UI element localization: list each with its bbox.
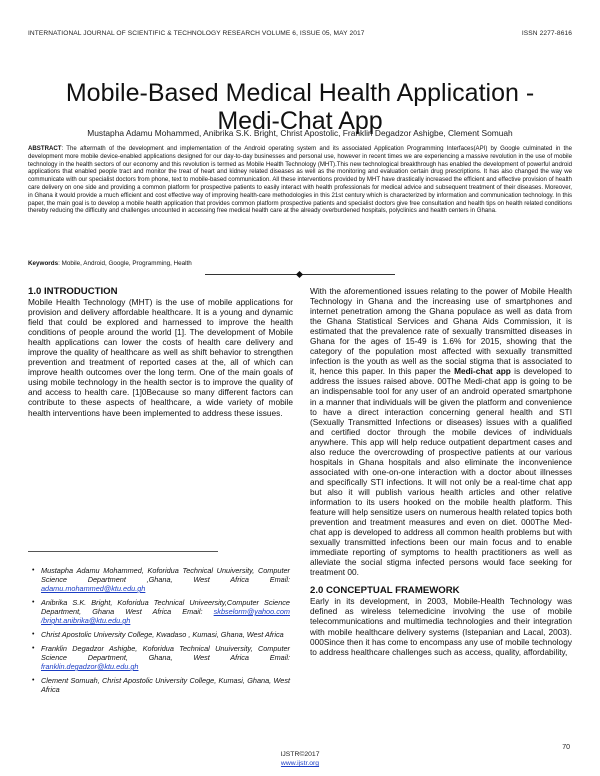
keywords-text: : Mobile, Android, Google, Programming, Health [58,260,192,267]
abstract [28,145,572,215]
email-link[interactable]: franklin.degadzor@ktu.edu.gh [41,662,139,671]
app-name: Medi-chat app [454,366,511,377]
left-column [28,286,293,418]
copyright: IJSTR©2017 [280,751,320,758]
affiliation-list [32,566,290,699]
affiliation-item: • Christ Apostolic University College, Kwadaso , Kumasi, Ghana, West Africa [32,630,284,639]
bullet-icon: • [32,567,35,574]
journal-url[interactable]: www.ijstr.org [280,760,320,767]
framework-heading: 2.0 CONCEPTUAL FRAMEWORK [310,585,460,597]
affiliation-item: • Anibrika S.K. Bright, Koforidua Technical Univeersity,Computer Science Department, Ghana West Africa Email: skbselorm@yahoo.com /bright.anibrika@ktu.edu.gh [32,598,290,625]
section-divider [205,271,395,277]
affiliation-item: • Mustapha Adamu Mohammed, Koforidua Technical Unuiversity, Computer Science Department ,Ghana, West Africa Email: adamu.mohammed@ktu.edu.gh [32,566,290,593]
email-link[interactable]: skbselorm@yahoo.com /bright.anibrika@ktu.edu.gh [41,607,290,625]
author-list: Mustapha Adamu Mohammed, Anibrika S.K. Bright, Christ Apostolic, Franklin Degadzor Ashigbe, Clement Somuah [87,128,513,138]
affiliation-item: • Clement Somuah, Christ Apostolic University College, Kumasi, Ghana, West Africa [32,676,290,694]
bullet-icon: • [32,599,35,606]
right-column [310,286,572,657]
bullet-icon: • [32,645,35,652]
page-number: 70 [562,744,570,751]
affiliation-item: • Franklin Degadzor Ashigbe, Koforidua Technical Unuiversity, Computer Science Department, Ghana, West Africa Email: franklin.degadzor@ktu.edu.gh [32,644,290,671]
intro-heading: 1.0 INTRODUCTION [28,286,118,297]
page-footer [0,750,600,768]
diamond-icon [296,270,303,277]
bullet-icon: • [32,631,35,638]
bullet-icon: • [32,677,35,684]
paper-title: Mobile-Based Medical Health Application - Medi-Chat App [65,78,535,135]
abstract-text: : The aftermath of the development and implementation of the Android operating system and its associated Application Programming Interfaces(API) by Google culminated in the development more mobile device-enabled applications designed for our day-to-day businesses and personal use, however in recent times we are experiencing a massive revolution in the use of mobile technology in the health sectors of our economy and this revolution is termed as Mobile Health Technology (MHT).This new technological breakthrough has enabled the development of powerful android applications that enabled people tract and monitor the treat of heart and kidney related diseases as well as the monitoring and evaluation certain drug prescriptions. It has also changed the way we communicate with our specialist doctors from phone, text to mobile-based communication. All these interventions provided by MHT have drastically increased the efficient and effective provision of health care delivery on one side and providing a common platform for prospective patients to easily interact with health professionals for medical advice and subsequent treatment of their diseases. Moreover, in Ghana it would provide a much efficient and cost effective way of improving health-care methodologies in this 21st century which is characterized by information and communication technology. In this paper, the main goal is to develop a mobile health application that provides common platform prospective patients and specialist doctors give free consultation and health tips on health related conditions thereby reducing the difficulty and challenges uncounted in accessing free medical health care at the already overburdened hospitals, polyclinics and health centers in Ghana. [28,145,572,215]
abstract-label: ABSTRACT [28,145,62,152]
keywords [28,260,572,267]
journal-name: INTERNATIONAL JOURNAL OF SCIENTIFIC & TECHNOLOGY RESEARCH VOLUME 6, ISSUE 05, MAY 2017 [28,30,365,37]
keywords-label: Keywords [28,260,59,267]
issn: ISSN 2277-8616 [521,30,572,37]
footnote-rule [28,551,218,552]
framework-paragraph: Early in its development, in 2003, Mobile-Health Technology was defined as wireless telemedicine involving the use of mobile telecommunications and multimedia technologies and their integration with mobile healthcare delivery systems (Istepanian and Lacal, 2003). 000Since then it has come to encompass any use of mobile technology to address healthcare challenges such as access, quality, affordability, [310,596,572,657]
email-link[interactable]: adamu.mohammed@ktu.edu.gh [41,584,146,593]
journal-header [28,30,572,37]
intro-continued: With the aforementioned issues relating to the power of Mobile Health Technology in Ghana and the increasing use of smartphones and internet penetration among the Ghana populace as well as data from the Ghana Statistical Services and Ghana Aids Commission, it is estimated that the prevalence rate of sexually transmitted diseases in Ghana for the ages of 15-49 is 1.6% for 2015, showing that the category of the population most affected with sexually transmitted infection is the youth as well as the social stigma that is associated to it, hence this paper. In this paper the Medi-chat app is developed to address the issues raised above. 00The Medi-chat app is going to be an indispensable tool for any user of an android operated smartphone in a manner that individuals will be given the platform and convenience to have a direct interaction concerning general health and STI (Sexually Transmitted Infections or diseases) issues with a qualified and certified doctor through the mobile devices of individuals anywhere. This app will help reduce outpatient department cases and also reduce the overcrowding of prospective patients at our various hospitals in Ghana hospitals and also eliminate the inconvenience associated with one-on-one interaction with a doctor about illnesses and specifically STI infections. It will not only be a real-time chat app but also it will publish various health articles and other relative information to its users hooked on the mobile health platform. This feature will help sensitize users on numerous health related topics both prevention and treatment measures and even on diet. 000The Med-chat app is developed to address all common health problems but with sexually transmitted infections been our main focus and to enable immediate reporting of symptoms to health practitioners as well as alleviate the social stigma infected persons would face seeking for treatment 00. [310,286,572,578]
intro-paragraph: Mobile Health Technology (MHT) is the use of mobile applications for provision and delivery affordable healthcare. It is a young and dynamic field that could be explored and harnessed to improve the health conditions of people around the world [1]. The development of Mobile health applications can lower the costs of health care delivery and improve the quality of healthcare as well as shift behavior to strengthen prevention and treatment of reported cases at the, all of which can improve health outcomes over the long term. One of the main goals of using mobile technology in the health sector is to improve the quality of and access to health care. [1]0Because so many different factors can contribute to these aspects of healthcare, a wide variety of mobile health interventions have been implemented to address these issues. [28,297,293,418]
